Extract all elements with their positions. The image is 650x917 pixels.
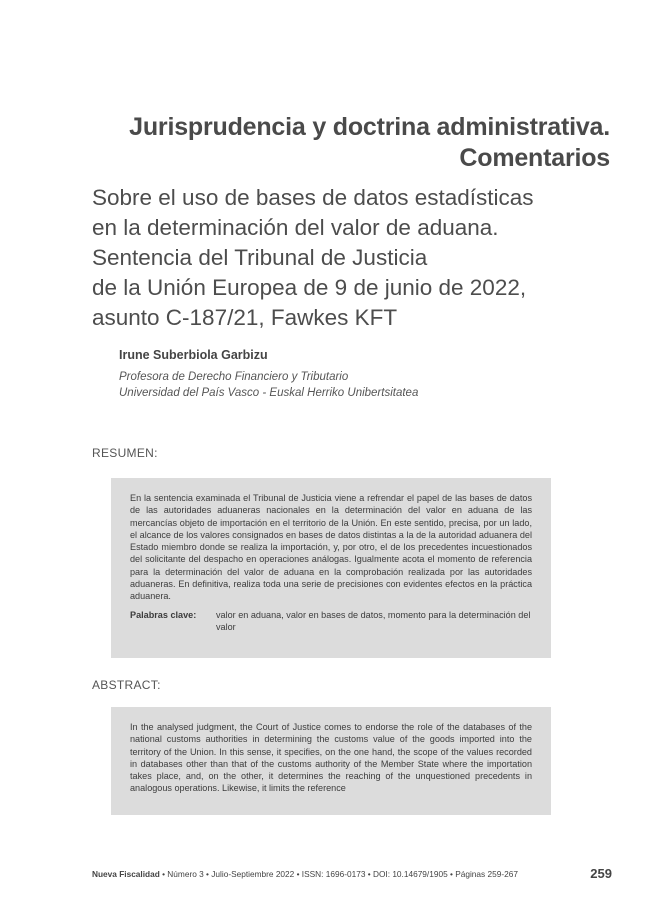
keywords-label: Palabras clave: xyxy=(130,609,197,620)
resumen-label: RESUMEN: xyxy=(92,446,158,460)
page-footer xyxy=(92,866,612,881)
keywords-text: valor en aduana, valor en bases de datos, momento para la determinación del valor xyxy=(216,609,531,632)
footer-details: • Número 3 • Julio-Septiembre 2022 • ISSN: 1696-0173 • DOI: 10.14679/1905 • Páginas 259-267 xyxy=(159,868,518,879)
footer-citation xyxy=(92,869,518,879)
resumen-box xyxy=(111,478,551,658)
section-title-line-1: Jurisprudencia y doctrina administrativa. xyxy=(129,113,610,141)
author-name: Irune Suberbiola Garbizu xyxy=(119,348,268,362)
author-affiliation xyxy=(119,369,418,401)
article-title xyxy=(92,183,612,333)
resumen-text: En la sentencia examinada el Tribunal de Justicia viene a refrendar el papel de las bases de datos de las autoridades aduaneras nacionales en la determinación del valor en aduana de las mercancías objeto de importación en el territorio de la Unión. En este sentido, precisa, por un lado, el alcance de los valores consignados en bases de datos distintas a la de la autoridad aduanera del Estado miembro donde se realiza la importación, y, por otro, el de los precedentes incuestionados del solicitante del despacho en operaciones análogas. Igualmente acota el momento de referencia para la determinación del valor de aduana en la comprobación realizada por las autoridades aduaneras. En definitiva, realiza toda una serie de precisiones con evidentes efectos en la práctica aduanera. xyxy=(130,493,532,602)
article-title-line-5: asunto C-187/21, Fawkes KFT xyxy=(92,305,398,330)
footer-journal: Nueva Fiscalidad xyxy=(92,868,160,879)
author-university: Universidad del País Vasco - Euskal Herriko Unibertsitatea xyxy=(119,387,419,399)
section-title-line-2: Comentarios xyxy=(459,144,610,172)
page-number: 259 xyxy=(590,866,612,881)
abstract-text: In the analysed judgment, the Court of Justice comes to endorse the role of the databases of the national customs authorities in determining the customs value of the goods imported into the territory of the Union. In this sense, it specifies, on the one hand, the scope of the values recorded in databases other than that of the customs authority of the Member State where the importation takes place, and, on the other, it determines the reaching of the unquestioned precedents in analogous operations. Likewise, it limits the reference xyxy=(130,722,532,794)
article-title-line-1: Sobre el uso de bases de datos estadísticas xyxy=(92,185,534,210)
section-title xyxy=(50,112,610,174)
abstract-box xyxy=(111,707,551,815)
article-title-line-2: en la determinación del valor de aduana. xyxy=(92,215,499,240)
article-title-line-3: Sentencia del Tribunal de Justicia xyxy=(92,245,428,270)
author-position: Profesora de Derecho Financiero y Tributario xyxy=(119,371,349,383)
article-title-line-4: de la Unión Europea de 9 de junio de 2022, xyxy=(92,275,527,300)
abstract-label: ABSTRACT: xyxy=(92,678,161,692)
keywords xyxy=(130,609,532,634)
